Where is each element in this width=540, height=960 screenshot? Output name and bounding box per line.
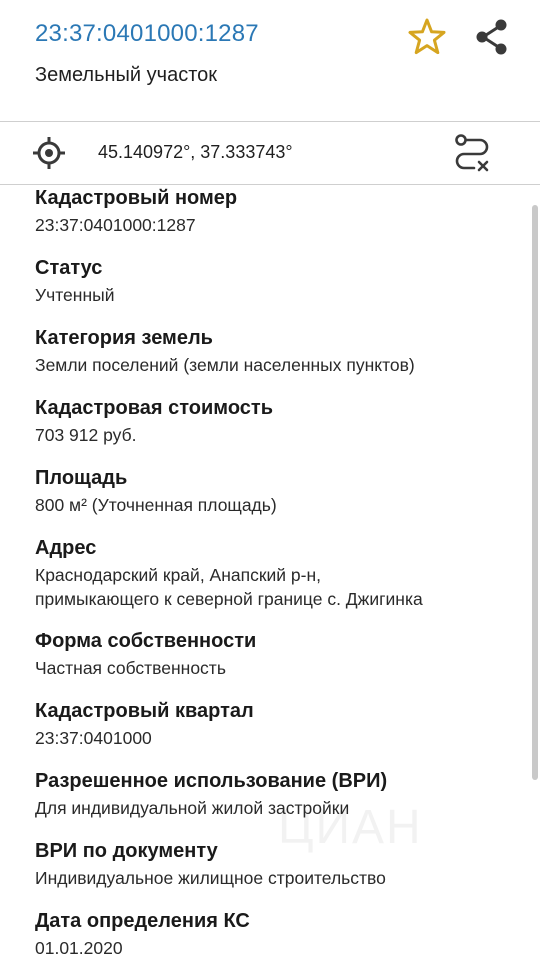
details-list — [0, 185, 540, 960]
detail-label: Статус — [35, 257, 103, 279]
detail-value: Краснодарский край, Анапский р-н, — [35, 565, 321, 585]
detail-address — [35, 535, 515, 611]
detail-label: Адрес — [35, 537, 97, 559]
detail-label: Кадастровый квартал — [35, 700, 254, 722]
detail-valuation-date — [35, 908, 515, 960]
detail-permitted-use-document — [35, 838, 515, 890]
detail-status — [35, 255, 515, 307]
detail-label: Кадастровая стоимость — [35, 397, 273, 419]
detail-value: Индивидуальное жилищное строительство — [35, 868, 386, 888]
detail-value: Земли поселений (земли населенных пунктов) — [35, 355, 415, 375]
detail-label: Форма собственности — [35, 630, 257, 652]
detail-cadastral-quarter — [35, 698, 515, 750]
star-icon[interactable] — [406, 16, 448, 58]
detail-cadastral-number — [35, 185, 515, 237]
header — [0, 0, 540, 120]
crosshair-icon[interactable] — [32, 136, 66, 170]
detail-ownership-form — [35, 628, 515, 680]
route-icon[interactable] — [452, 132, 494, 174]
detail-value: 703 912 руб. — [35, 425, 137, 445]
detail-value-line2: примыкающего к северной границе с. Джигинка — [35, 589, 423, 609]
detail-permitted-use — [35, 768, 515, 820]
detail-value: 23:37:0401000:1287 — [35, 215, 196, 235]
coordinates-bar — [0, 122, 540, 184]
detail-label: Категория земель — [35, 327, 213, 349]
detail-value: 01.01.2020 — [35, 938, 123, 958]
watermark: ЦИАН — [278, 801, 423, 854]
detail-label: Площадь — [35, 467, 128, 489]
detail-cadastral-value — [35, 395, 515, 447]
detail-label: ВРИ по документу — [35, 840, 218, 862]
detail-value: Для индивидуальной жилой застройки — [35, 798, 350, 818]
detail-land-category — [35, 325, 515, 377]
share-icon[interactable] — [472, 16, 512, 58]
coordinates-text[interactable]: 45.140972°, 37.333743° — [98, 142, 293, 162]
object-type-subtitle: Земельный участок — [35, 64, 218, 86]
detail-value: Частная собственность — [35, 658, 226, 678]
detail-label: Дата определения КС — [35, 910, 250, 932]
detail-area — [35, 465, 515, 517]
detail-value: 800 м² (Уточненная площадь) — [35, 495, 277, 515]
detail-label: Разрешенное использование (ВРИ) — [35, 770, 388, 792]
detail-value: 23:37:0401000 — [35, 728, 152, 748]
detail-label: Кадастровый номер — [35, 187, 238, 209]
scrollbar[interactable] — [532, 205, 538, 780]
detail-value: Учтенный — [35, 285, 115, 305]
cadastral-number-title[interactable]: 23:37:0401000:1287 — [35, 20, 259, 47]
